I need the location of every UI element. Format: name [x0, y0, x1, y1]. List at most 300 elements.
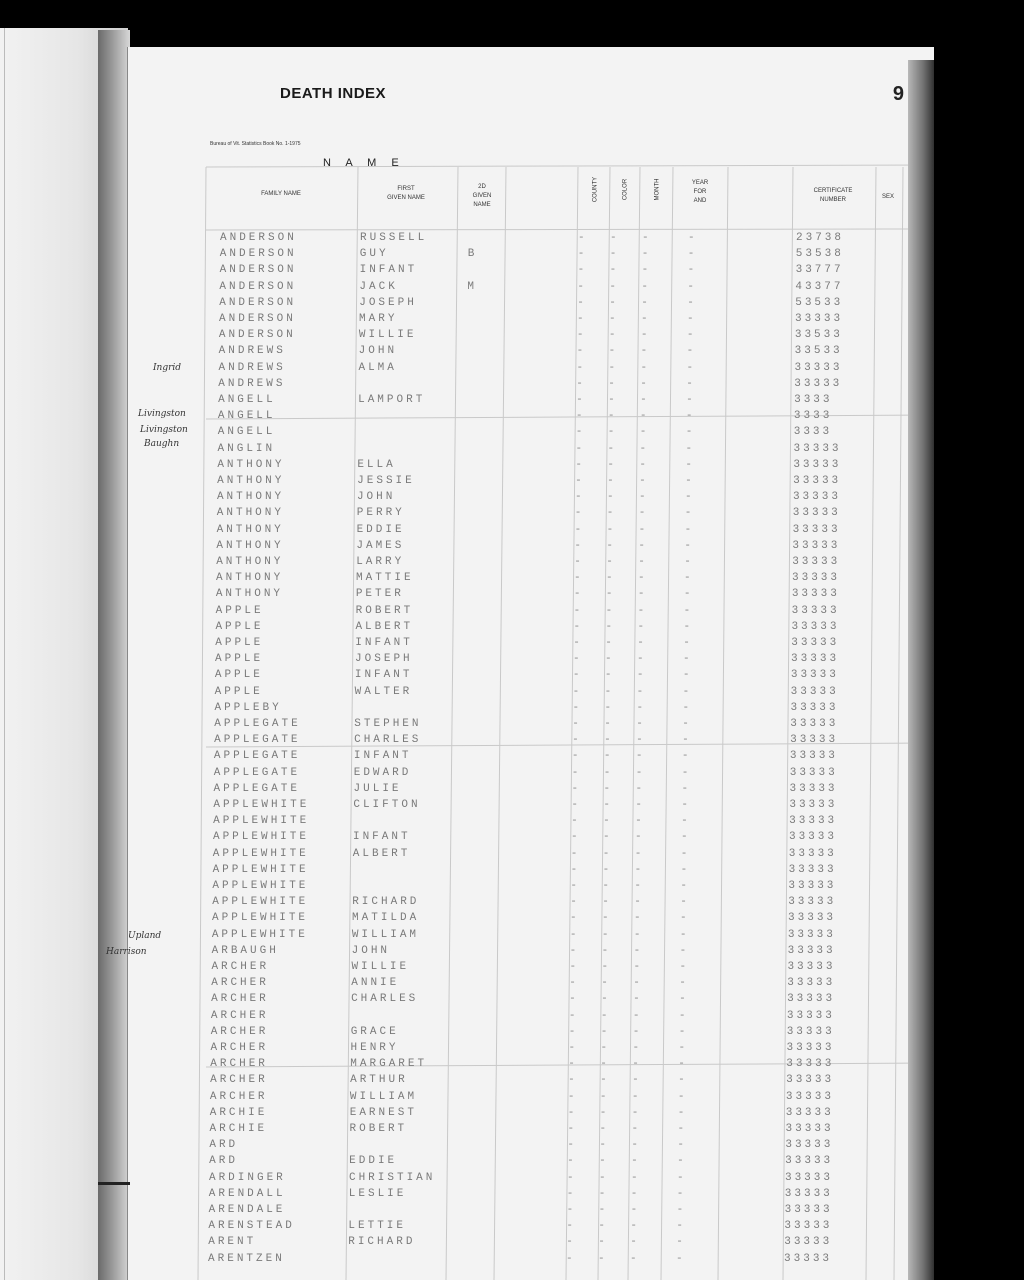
certificate-number-cell: 33333 — [790, 718, 839, 730]
color-code-mark: - — [602, 880, 612, 892]
family-name-cell: ANGELL — [217, 410, 276, 423]
month-code-mark: - — [642, 232, 652, 244]
certificate-number-cell: 33333 — [791, 620, 840, 633]
month-code-mark: - — [641, 264, 652, 277]
county-code-mark: - — [569, 993, 579, 1006]
certificate-number-cell: 33533 — [794, 329, 843, 342]
certificate-number-cell: 33333 — [789, 750, 838, 763]
family-name-cell: APPLEBY — [214, 701, 282, 714]
color-code-mark: - — [598, 1220, 609, 1233]
first-name-cell: JOHN — [358, 345, 398, 358]
family-name-cell: ANTHONY — [216, 572, 284, 585]
color-code-mark: - — [610, 232, 620, 244]
color-code-mark: - — [598, 1236, 608, 1249]
year-code-mark: - — [678, 1074, 688, 1087]
year-code-mark: - — [683, 620, 694, 633]
certificate-number-cell: 33333 — [792, 572, 841, 585]
county-code-mark: - — [574, 572, 584, 585]
year-code-mark: - — [685, 426, 696, 439]
first-name-cell: GUY — [359, 248, 389, 261]
color-code-mark: - — [602, 831, 613, 844]
color-code-mark: - — [607, 410, 618, 423]
certificate-number-cell: 33333 — [789, 782, 838, 795]
color-code-mark: - — [601, 961, 612, 973]
color-code-mark: - — [598, 1204, 609, 1216]
family-name-cell: ARCHER — [211, 993, 269, 1006]
county-code-mark: - — [567, 1139, 577, 1152]
month-code-mark: - — [631, 1090, 642, 1103]
month-code-mark: - — [639, 458, 649, 471]
color-code-mark: - — [603, 782, 614, 795]
county-code-mark: - — [573, 588, 584, 601]
county-code-mark: - — [566, 1187, 577, 1200]
month-code-mark: - — [637, 620, 648, 633]
year-code-mark: - — [676, 1187, 687, 1200]
year-code-mark: - — [686, 361, 697, 374]
county-code-mark: - — [578, 232, 588, 244]
color-code-mark: - — [606, 572, 616, 585]
county-code-mark: - — [569, 928, 580, 941]
year-code-mark: - — [677, 1090, 688, 1103]
color-code-mark: - — [600, 1025, 611, 1038]
county-code-mark: - — [570, 847, 581, 860]
first-name-cell: INFANT — [353, 750, 412, 763]
certificate-number-cell: 33333 — [785, 1123, 834, 1135]
first-name-cell: CLIFTON — [353, 799, 421, 811]
certificate-number-cell: 33333 — [784, 1204, 833, 1216]
color-code-mark: - — [605, 620, 616, 633]
month-code-mark: - — [630, 1252, 640, 1265]
county-code-mark: - — [572, 734, 582, 747]
color-code-mark: - — [606, 539, 616, 552]
month-code-mark: - — [641, 248, 652, 261]
certificate-number-cell: 23738 — [796, 232, 845, 244]
month-code-mark: - — [635, 750, 646, 763]
first-name-cell: CHARLES — [354, 734, 422, 747]
county-code-mark: - — [574, 491, 585, 504]
certificate-number-cell: 53538 — [795, 248, 844, 261]
county-code-mark: - — [576, 361, 587, 374]
first-name-cell: STEPHEN — [354, 718, 422, 730]
year-code-mark: - — [685, 442, 696, 455]
first-name-cell: EARNEST — [349, 1106, 417, 1119]
first-name-cell: GRACE — [350, 1025, 399, 1038]
month-code-mark: - — [639, 410, 650, 423]
certificate-number-cell: 33777 — [795, 264, 844, 277]
certificate-number-cell: 33333 — [790, 685, 839, 698]
year-code-mark: - — [684, 507, 695, 520]
year-code-mark: - — [683, 588, 694, 601]
margin-note: Harrison — [106, 947, 147, 957]
year-code-mark: - — [678, 1009, 689, 1022]
color-code-mark: - — [607, 458, 617, 471]
color-code-mark: - — [599, 1139, 609, 1152]
margin-tick-mark — [98, 1182, 130, 1185]
family-name-cell: APPLE — [215, 620, 264, 633]
year-code-mark: - — [678, 1058, 688, 1071]
certificate-number-cell: 33333 — [785, 1090, 834, 1103]
color-code-mark: - — [609, 280, 620, 293]
family-name-cell: ARCHER — [211, 977, 269, 990]
certificate-number-cell: 33333 — [787, 961, 836, 973]
first-name-cell: JOSEPH — [355, 653, 413, 666]
year-code-mark: - — [683, 637, 693, 649]
county-header: COUNTY — [592, 176, 599, 203]
first-name-cell: INFANT — [355, 637, 413, 649]
county-code-mark: - — [576, 345, 587, 358]
family-name-cell: ARCHER — [210, 1074, 268, 1087]
color-code-mark: - — [606, 556, 616, 568]
certificate-number-cell: 43377 — [795, 280, 844, 293]
first-name-cell: WILLIAM — [351, 928, 420, 941]
certificate-number-cell: 33533 — [794, 345, 843, 358]
year-code-mark: - — [677, 1155, 687, 1168]
color-code-mark: - — [604, 734, 614, 747]
family-name-cell: ANTHONY — [215, 588, 284, 601]
family-name-cell: ARCHER — [210, 1025, 269, 1038]
color-code-mark: - — [603, 799, 613, 811]
family-name-cell: ANTHONY — [216, 491, 285, 504]
certificate-number-cell: 33333 — [792, 539, 841, 552]
year-code-mark: - — [680, 863, 691, 876]
certificate-number-cell: 33333 — [784, 1171, 833, 1184]
month-code-mark: - — [636, 734, 646, 747]
family-name-cell: APPLEWHITE — [212, 880, 309, 892]
family-name-cell: ANDERSON — [219, 313, 296, 325]
certificate-number-cell: 33333 — [788, 896, 837, 909]
color-code-mark: - — [600, 1058, 610, 1071]
county-code-mark: - — [576, 394, 586, 406]
year-code-mark: - — [678, 1025, 689, 1038]
county-code-mark: - — [574, 556, 584, 568]
family-name-cell: APPLEWHITE — [211, 928, 308, 941]
month-code-mark: - — [641, 280, 652, 293]
month-code-mark: - — [638, 491, 649, 504]
color-code-mark: - — [604, 718, 614, 730]
month-code-mark: - — [637, 588, 648, 601]
family-name-cell: ARCHER — [210, 1009, 269, 1022]
month-code-mark: - — [640, 377, 650, 390]
certificate-number-cell: 33333 — [792, 491, 841, 504]
family-name-cell: APPLEGATE — [213, 750, 301, 763]
second-name-cell: B — [467, 248, 478, 261]
year-code-mark: - — [677, 1123, 688, 1135]
certificate-number-cell: 33333 — [784, 1187, 833, 1200]
month-code-mark: - — [632, 1042, 643, 1054]
family-name-cell: APPLEWHITE — [212, 863, 309, 876]
county-code-mark: - — [570, 880, 580, 892]
margin-note: Baughn — [144, 439, 180, 449]
month-code-mark: - — [637, 604, 648, 617]
color-code-mark: - — [603, 766, 614, 779]
first-name-cell: INFANT — [354, 669, 413, 682]
color-code-mark: - — [607, 426, 618, 439]
family-name-cell: APPLEWHITE — [212, 831, 309, 844]
year-code-mark: - — [686, 394, 696, 406]
family-name-cell: APPLEWHITE — [212, 912, 309, 925]
family-name-cell: ARD — [209, 1139, 239, 1152]
year-code-mark: - — [678, 1042, 689, 1054]
first-name-cell: RICHARD — [348, 1236, 416, 1249]
family-name-cell: APPLEWHITE — [213, 799, 310, 811]
color-code-mark: - — [604, 685, 615, 698]
first-name-cell: WILLIE — [358, 329, 417, 342]
family-name-cell: APPLEWHITE — [212, 896, 309, 909]
first-name-cell: RUSSELL — [360, 232, 428, 244]
family-name-cell: APPLEGATE — [214, 734, 301, 747]
county-code-mark: - — [570, 896, 580, 909]
certificate-number-cell: 33333 — [785, 1139, 834, 1152]
first-name-cell: ANNIE — [351, 977, 400, 990]
ledger-page — [106, 47, 934, 1280]
certificate-number-cell: 33333 — [790, 734, 839, 747]
year-code-mark: - — [679, 928, 690, 941]
first-given-name-header: FIRST GIVEN NAME — [387, 186, 425, 201]
certificate-number-cell: 33333 — [786, 1074, 835, 1087]
month-code-mark: - — [635, 799, 645, 811]
color-code-mark: - — [609, 264, 620, 277]
family-name-cell: ANTHONY — [216, 523, 284, 536]
year-code-mark: - — [680, 896, 690, 909]
first-name-cell: LAMPORT — [358, 394, 426, 406]
certificate-number-cell: 33333 — [793, 475, 842, 487]
first-name-cell: ALBERT — [355, 620, 414, 633]
year-code-mark: - — [682, 669, 693, 682]
family-name-cell: ARENDALE — [208, 1204, 286, 1216]
month-code-mark: - — [630, 1220, 641, 1233]
county-code-mark: - — [568, 1074, 578, 1087]
county-code-mark: - — [567, 1155, 577, 1168]
certificate-number-cell: 33333 — [788, 880, 837, 892]
year-code-mark: - — [684, 572, 694, 585]
family-name-cell: ANDERSON — [220, 232, 297, 244]
month-code-mark: - — [639, 426, 650, 439]
year-code-mark: - — [683, 653, 693, 666]
certificate-number-cell: 3333 — [793, 426, 833, 439]
year-code-mark: - — [686, 345, 697, 358]
month-code-mark: - — [635, 782, 646, 795]
certificate-number-cell: 33333 — [792, 507, 841, 520]
first-name-cell: ARTHUR — [350, 1074, 408, 1087]
year-code-mark: - — [686, 329, 697, 342]
year-code-mark: - — [687, 248, 698, 261]
family-name-cell: ANDREWS — [218, 361, 286, 374]
first-name-cell: CHARLES — [351, 993, 419, 1006]
first-name-cell: ALMA — [358, 361, 397, 374]
year-code-mark: - — [687, 280, 698, 293]
county-code-mark: - — [577, 264, 588, 277]
color-code-mark: - — [598, 1171, 609, 1184]
certificate-number-cell: 33333 — [792, 556, 841, 568]
family-name-cell: ARD — [209, 1155, 238, 1168]
year-header: YEAR FOR AND — [691, 180, 709, 204]
certificate-number-cell: 3333 — [793, 410, 833, 423]
year-code-mark: - — [676, 1204, 687, 1216]
color-code-mark: - — [606, 523, 617, 536]
certificate-number-cell: 33333 — [784, 1236, 833, 1249]
certificate-number-cell: 33333 — [789, 799, 838, 811]
certificate-number-cell: 33333 — [794, 377, 843, 390]
color-code-mark: - — [599, 1123, 610, 1135]
color-code-mark: - — [601, 944, 612, 957]
color-code-mark: - — [602, 847, 613, 860]
color-code-mark: - — [608, 329, 619, 342]
month-code-mark: - — [632, 1058, 642, 1071]
month-code-mark: - — [634, 912, 644, 925]
first-name-cell: WALTER — [354, 685, 413, 698]
family-name-cell: ARCHER — [209, 1090, 268, 1103]
month-code-mark: - — [640, 394, 650, 406]
month-code-mark: - — [633, 928, 644, 941]
month-code-mark: - — [640, 345, 651, 358]
year-code-mark: - — [680, 880, 690, 892]
color-code-mark: - — [602, 896, 612, 909]
certificate-number-cell: 53533 — [795, 296, 844, 309]
certificate-number-cell: 33333 — [784, 1220, 833, 1233]
month-code-mark: - — [635, 766, 646, 779]
certificate-number-cell: 33333 — [791, 653, 840, 666]
family-name-cell: APPLEGATE — [214, 718, 301, 730]
page-title: DEATH INDEX — [280, 85, 387, 102]
first-name-cell: INFANT — [359, 264, 418, 277]
color-code-mark: - — [601, 977, 611, 990]
family-name-cell: ARDINGER — [208, 1171, 286, 1184]
family-name-cell: APPLE — [215, 653, 264, 666]
right-page-edge — [908, 60, 934, 1280]
color-code-mark: - — [607, 475, 617, 487]
first-name-cell: WILLIE — [351, 961, 410, 973]
first-name-cell: JESSIE — [357, 475, 415, 487]
family-name-cell: APPLEWHITE — [213, 815, 310, 828]
family-name-cell: ARCHER — [211, 961, 270, 973]
county-code-mark: - — [566, 1252, 576, 1265]
family-name-cell: ARBAUGH — [211, 944, 279, 957]
month-code-mark: - — [631, 1106, 642, 1119]
certificate-number-cell: 33333 — [789, 815, 838, 828]
month-code-mark: - — [632, 1009, 643, 1022]
month-code-mark: - — [633, 993, 643, 1006]
county-code-mark: - — [575, 475, 585, 487]
color-code-mark: - — [600, 1009, 611, 1022]
month-code-mark: - — [630, 1187, 641, 1200]
family-name-cell: ARCHER — [210, 1058, 268, 1071]
certificate-number-cell: 33333 — [795, 313, 844, 325]
certificate-number-cell: 33333 — [787, 993, 836, 1006]
county-code-mark: - — [572, 718, 582, 730]
year-code-mark: - — [679, 993, 689, 1006]
sex-header: SEX — [881, 194, 894, 200]
family-name-cell: ANDREWS — [218, 345, 286, 358]
color-code-mark: - — [607, 442, 618, 455]
county-code-mark: - — [566, 1220, 577, 1233]
first-name-cell: RICHARD — [352, 896, 420, 909]
year-code-mark: - — [681, 750, 692, 763]
county-code-mark: - — [577, 248, 588, 261]
first-name-cell: MARGARET — [350, 1058, 428, 1071]
family-name-cell: ARENSTEAD — [208, 1220, 295, 1233]
year-code-mark: - — [681, 782, 692, 795]
month-code-mark: - — [633, 944, 644, 957]
color-code-mark: - — [606, 507, 617, 520]
year-code-mark: - — [687, 296, 697, 309]
color-code-mark: - — [609, 296, 619, 309]
year-code-mark: - — [676, 1236, 686, 1249]
certificate-number-cell: 33333 — [794, 361, 843, 374]
month-code-mark: - — [638, 556, 648, 568]
family-name-cell: ANTHONY — [216, 556, 284, 568]
month-code-mark: - — [631, 1123, 642, 1135]
county-code-mark: - — [572, 701, 583, 714]
year-code-mark: - — [682, 734, 692, 747]
color-code-mark: - — [599, 1106, 610, 1119]
color-code-mark: - — [608, 345, 619, 358]
year-code-mark: - — [676, 1252, 686, 1265]
year-code-mark: - — [684, 539, 694, 552]
month-code-mark: - — [637, 653, 647, 666]
year-code-mark: - — [685, 410, 696, 423]
county-code-mark: - — [575, 426, 586, 439]
month-code-mark: - — [637, 637, 647, 649]
certificate-number-cell: 33333 — [786, 1042, 835, 1054]
month-code-mark: - — [632, 1074, 642, 1087]
county-code-mark: - — [576, 377, 586, 390]
color-code-mark: - — [605, 604, 616, 617]
page-number: 9 — [892, 83, 904, 105]
first-name-cell: EDDIE — [349, 1155, 398, 1168]
family-name-cell: ARENTZEN — [208, 1252, 285, 1265]
year-code-mark: - — [679, 961, 690, 973]
year-code-mark: - — [680, 831, 691, 844]
first-name-cell: LESLIE — [348, 1187, 407, 1200]
family-name-cell: APPLEGATE — [213, 766, 301, 779]
color-code-mark: - — [605, 653, 615, 666]
family-name-cell: ANTHONY — [217, 458, 285, 471]
first-name-cell: JOHN — [351, 944, 391, 957]
certificate-number-cell: 33333 — [785, 1106, 834, 1119]
color-code-mark: - — [601, 928, 612, 941]
county-code-mark: - — [571, 782, 582, 795]
color-code-mark: - — [604, 669, 615, 682]
color-header: COLOR — [622, 178, 629, 201]
certificate-number-cell: 33333 — [793, 458, 842, 471]
year-code-mark: - — [687, 264, 698, 277]
month-code-mark: - — [631, 1155, 641, 1168]
year-code-mark: - — [677, 1139, 687, 1152]
first-name-cell: LETTIE — [348, 1220, 407, 1233]
certificate-number-cell: 33333 — [786, 1025, 835, 1038]
month-code-mark: - — [641, 313, 651, 325]
month-code-mark: - — [633, 977, 643, 990]
month-code-mark: - — [638, 523, 649, 536]
first-name-cell: ROBERT — [349, 1123, 408, 1135]
color-code-mark: - — [598, 1252, 608, 1265]
first-name-cell: JACK — [359, 280, 398, 293]
first-name-cell: PERRY — [356, 507, 405, 520]
county-code-mark: - — [573, 620, 584, 633]
month-code-mark: - — [634, 831, 645, 844]
certificate-number-cell: 33333 — [786, 1058, 835, 1071]
month-code-mark: - — [634, 863, 645, 876]
family-name-cell: ANDREWS — [218, 377, 286, 390]
color-code-mark: - — [603, 750, 614, 763]
family-name-cell: APPLEWHITE — [212, 847, 309, 860]
first-name-cell: INFANT — [352, 831, 411, 844]
county-code-mark: - — [569, 977, 579, 990]
color-code-mark: - — [608, 361, 619, 374]
month-code-mark: - — [638, 507, 649, 520]
color-code-mark: - — [602, 863, 613, 876]
county-code-mark: - — [567, 1090, 578, 1103]
